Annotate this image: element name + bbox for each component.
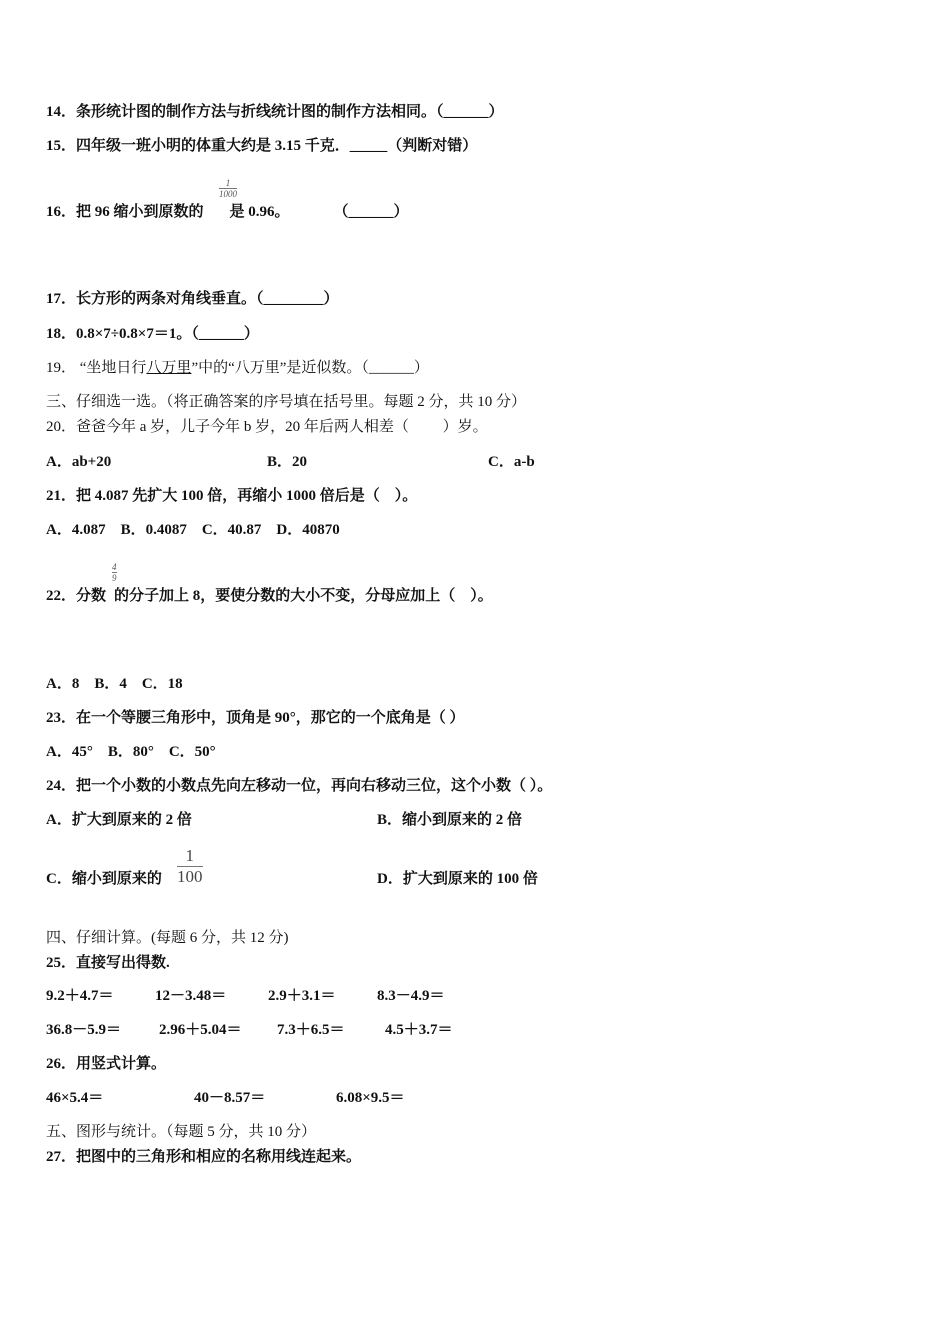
question-22: [46, 586, 493, 606]
question-15: 15．四年级一班小明的体重大约是 3.15 千克．_____（判断对错）: [46, 138, 478, 154]
q21-options: A．4.087 B．0.4087 C．40.87 D．40870: [46, 522, 340, 538]
question-23: 23．在一个等腰三角形中，顶角是 90°，那它的一个底角是（ ）: [46, 710, 465, 726]
q25-r1-c3: 2.9＋3.1＝: [268, 988, 336, 1004]
q16-fraction: [219, 178, 237, 199]
q20-option-b: B．20: [267, 454, 308, 470]
question-25: 25．直接写出得数.: [46, 955, 170, 971]
q20-option-c: C．a-b: [488, 454, 535, 470]
q25-r1-c1: 9.2＋4.7＝: [46, 988, 114, 1004]
q25-r1-c2: 12－3.48＝: [155, 988, 227, 1004]
question-14: 14．条形统计图的制作方法与折线统计图的制作方法相同。（______）: [46, 104, 504, 120]
q22-text-before: 22．分数: [46, 588, 107, 604]
q25-r2-c4: 4.5＋3.7＝: [385, 1022, 453, 1038]
question-21: 21．把 4.087 先扩大 100 倍，再缩小 1000 倍后是（ ）。: [46, 488, 418, 504]
question-26: 26．用竖式计算。: [46, 1056, 167, 1072]
q19-underlined: 八万里: [146, 360, 192, 376]
q16-answer-blank[interactable]: （______）: [333, 204, 409, 220]
q24-option-d: D．扩大到原来的 100 倍: [377, 871, 538, 887]
q24-fraction: [177, 846, 203, 887]
q25-r2-c1: 36.8－5.9＝: [46, 1022, 122, 1038]
q23-options: A．45° B．80° C．50°: [46, 744, 216, 760]
question-17: 17．长方形的两条对角线垂直。（________）: [46, 291, 339, 307]
section-3-heading: 三、仔细选一选。（将正确答案的序号填在括号里。每题 2 分，共 10 分）: [46, 394, 527, 410]
q26-item-3: 6.08×9.5＝: [336, 1090, 405, 1106]
q25-r1-c4: 8.3－4.9＝: [377, 988, 445, 1004]
q16-frac-numerator: 1: [225, 178, 231, 188]
q16-text-before: 16．把 96 缩小到原数的: [46, 204, 204, 220]
q26-item-2: 40－8.57＝: [194, 1090, 266, 1106]
q22-frac-denominator: 9: [112, 573, 117, 583]
question-18: 18．0.8×7÷0.8×7＝1。（______）: [46, 326, 259, 342]
q19-text-before: 19． “坐地日行: [46, 360, 147, 376]
section-4-heading: 四、仔细计算。(每题 6 分，共 12 分): [46, 930, 289, 946]
q22-options: A．8 B．4 C．18: [46, 676, 183, 692]
question-24: 24．把一个小数的小数点先向左移动一位，再向右移动三位，这个小数（ ）。: [46, 778, 553, 794]
q24-option-b: B．缩小到原来的 2 倍: [377, 812, 523, 828]
q24-frac-numerator: 1: [185, 846, 194, 865]
q25-r2-c3: 7.3＋6.5＝: [277, 1022, 345, 1038]
q22-frac-numerator: 4: [112, 562, 117, 572]
q16-text-after: 是 0.96。: [229, 204, 290, 220]
question-19: [46, 358, 429, 378]
q24-frac-denominator: 100: [177, 867, 203, 886]
q22-fraction: [112, 562, 117, 583]
q20-option-a: A．ab+20: [46, 454, 112, 470]
q24-option-c: C．缩小到原来的: [46, 871, 162, 887]
q16-frac-denominator: 1000: [219, 189, 237, 199]
q25-r2-c2: 2.96＋5.04＝: [159, 1022, 242, 1038]
question-16: [46, 202, 409, 222]
q19-text-after: ”中的“八万里”是近似数。（______）: [191, 360, 429, 376]
question-27: 27．把图中的三角形和相应的名称用线连起来。: [46, 1149, 362, 1165]
question-20: 20．爸爸今年 a 岁，儿子今年 b 岁，20 年后两人相差（ ）岁。: [46, 419, 488, 435]
section-5-heading: 五、图形与统计。（每题 5 分，共 10 分）: [46, 1124, 317, 1140]
q26-item-1: 46×5.4＝: [46, 1090, 104, 1106]
q22-text-after: 的分子加上 8，要使分数的大小不变，分母应加上（ ）。: [114, 588, 493, 604]
q24-option-a: A．扩大到原来的 2 倍: [46, 812, 192, 828]
